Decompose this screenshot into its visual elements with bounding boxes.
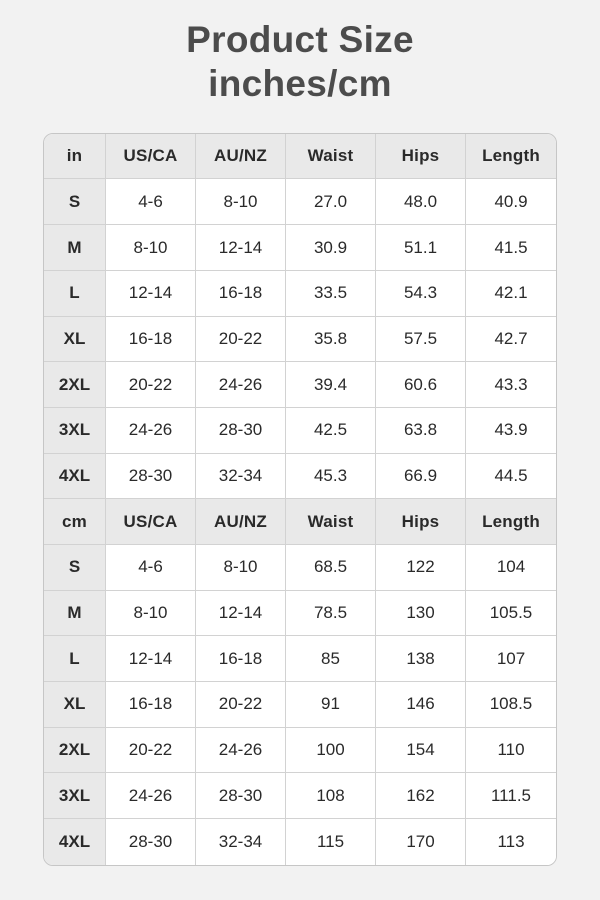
value-cell: 108 bbox=[286, 773, 376, 819]
size-table bbox=[44, 134, 556, 865]
size-label-cell: S bbox=[44, 545, 106, 591]
table-row-in-l bbox=[44, 271, 556, 317]
table-row-cm-4xl bbox=[44, 819, 556, 865]
value-cell: 60.6 bbox=[376, 362, 466, 408]
value-cell: 107 bbox=[466, 636, 556, 682]
value-cell: 16-18 bbox=[106, 682, 196, 728]
value-cell: 68.5 bbox=[286, 545, 376, 591]
size-label-cell: 2XL bbox=[44, 362, 106, 408]
table-row-in-3xl bbox=[44, 408, 556, 454]
header-cell: Length bbox=[466, 499, 556, 545]
value-cell: 138 bbox=[376, 636, 466, 682]
header-cell: Hips bbox=[376, 499, 466, 545]
value-cell: 42.7 bbox=[466, 317, 556, 363]
size-label-cell: M bbox=[44, 591, 106, 637]
value-cell: 130 bbox=[376, 591, 466, 637]
value-cell: 44.5 bbox=[466, 454, 556, 500]
value-cell: 8-10 bbox=[106, 591, 196, 637]
value-cell: 105.5 bbox=[466, 591, 556, 637]
table-row-cm-s bbox=[44, 545, 556, 591]
value-cell: 20-22 bbox=[106, 362, 196, 408]
size-label-cell: L bbox=[44, 271, 106, 317]
value-cell: 32-34 bbox=[196, 819, 286, 865]
page-title bbox=[0, 18, 600, 107]
header-cell: Hips bbox=[376, 134, 466, 180]
header-cell: US/CA bbox=[106, 134, 196, 180]
value-cell: 20-22 bbox=[106, 728, 196, 774]
value-cell: 110 bbox=[466, 728, 556, 774]
value-cell: 43.3 bbox=[466, 362, 556, 408]
table-row-in-m bbox=[44, 225, 556, 271]
value-cell: 45.3 bbox=[286, 454, 376, 500]
value-cell: 4-6 bbox=[106, 179, 196, 225]
table-row-in-2xl bbox=[44, 362, 556, 408]
size-label-cell: 2XL bbox=[44, 728, 106, 774]
value-cell: 108.5 bbox=[466, 682, 556, 728]
size-label-cell: 4XL bbox=[44, 454, 106, 500]
value-cell: 20-22 bbox=[196, 317, 286, 363]
value-cell: 104 bbox=[466, 545, 556, 591]
size-label-cell: 3XL bbox=[44, 773, 106, 819]
size-label-cell: S bbox=[44, 179, 106, 225]
value-cell: 91 bbox=[286, 682, 376, 728]
value-cell: 39.4 bbox=[286, 362, 376, 408]
value-cell: 122 bbox=[376, 545, 466, 591]
unit-header-row-cm bbox=[44, 499, 556, 545]
value-cell: 24-26 bbox=[106, 773, 196, 819]
size-label-cell: 4XL bbox=[44, 819, 106, 865]
page-title-line1: Product Size bbox=[186, 19, 414, 60]
value-cell: 146 bbox=[376, 682, 466, 728]
value-cell: 28-30 bbox=[196, 773, 286, 819]
value-cell: 154 bbox=[376, 728, 466, 774]
value-cell: 8-10 bbox=[196, 179, 286, 225]
value-cell: 27.0 bbox=[286, 179, 376, 225]
value-cell: 42.1 bbox=[466, 271, 556, 317]
value-cell: 170 bbox=[376, 819, 466, 865]
value-cell: 111.5 bbox=[466, 773, 556, 819]
header-cell: Waist bbox=[286, 499, 376, 545]
value-cell: 24-26 bbox=[196, 728, 286, 774]
header-cell: Waist bbox=[286, 134, 376, 180]
value-cell: 57.5 bbox=[376, 317, 466, 363]
size-label-cell: M bbox=[44, 225, 106, 271]
table-row-in-4xl bbox=[44, 454, 556, 500]
value-cell: 28-30 bbox=[106, 454, 196, 500]
header-cell: Length bbox=[466, 134, 556, 180]
value-cell: 4-6 bbox=[106, 545, 196, 591]
value-cell: 12-14 bbox=[106, 636, 196, 682]
page-title-line2: inches/cm bbox=[208, 63, 392, 105]
unit-header-row-in bbox=[44, 134, 556, 180]
value-cell: 32-34 bbox=[196, 454, 286, 500]
value-cell: 54.3 bbox=[376, 271, 466, 317]
value-cell: 12-14 bbox=[196, 591, 286, 637]
value-cell: 33.5 bbox=[286, 271, 376, 317]
value-cell: 20-22 bbox=[196, 682, 286, 728]
table-row-cm-2xl bbox=[44, 728, 556, 774]
size-chart-page bbox=[0, 18, 600, 866]
size-table-body bbox=[44, 134, 556, 865]
value-cell: 16-18 bbox=[196, 271, 286, 317]
size-label-cell: XL bbox=[44, 682, 106, 728]
value-cell: 12-14 bbox=[196, 225, 286, 271]
value-cell: 28-30 bbox=[196, 408, 286, 454]
value-cell: 41.5 bbox=[466, 225, 556, 271]
size-label-cell: XL bbox=[44, 317, 106, 363]
value-cell: 16-18 bbox=[196, 636, 286, 682]
value-cell: 162 bbox=[376, 773, 466, 819]
value-cell: 24-26 bbox=[196, 362, 286, 408]
value-cell: 35.8 bbox=[286, 317, 376, 363]
size-label-cell: L bbox=[44, 636, 106, 682]
value-cell: 42.5 bbox=[286, 408, 376, 454]
header-cell: AU/NZ bbox=[196, 499, 286, 545]
value-cell: 43.9 bbox=[466, 408, 556, 454]
table-row-cm-m bbox=[44, 591, 556, 637]
value-cell: 78.5 bbox=[286, 591, 376, 637]
value-cell: 113 bbox=[466, 819, 556, 865]
value-cell: 66.9 bbox=[376, 454, 466, 500]
value-cell: 8-10 bbox=[196, 545, 286, 591]
value-cell: 24-26 bbox=[106, 408, 196, 454]
header-cell: in bbox=[44, 134, 106, 180]
table-row-in-xl bbox=[44, 317, 556, 363]
value-cell: 30.9 bbox=[286, 225, 376, 271]
value-cell: 85 bbox=[286, 636, 376, 682]
value-cell: 16-18 bbox=[106, 317, 196, 363]
table-row-cm-3xl bbox=[44, 773, 556, 819]
header-cell: cm bbox=[44, 499, 106, 545]
header-cell: AU/NZ bbox=[196, 134, 286, 180]
size-label-cell: 3XL bbox=[44, 408, 106, 454]
value-cell: 63.8 bbox=[376, 408, 466, 454]
value-cell: 115 bbox=[286, 819, 376, 865]
value-cell: 12-14 bbox=[106, 271, 196, 317]
value-cell: 51.1 bbox=[376, 225, 466, 271]
table-row-cm-xl bbox=[44, 682, 556, 728]
header-cell: US/CA bbox=[106, 499, 196, 545]
value-cell: 100 bbox=[286, 728, 376, 774]
value-cell: 40.9 bbox=[466, 179, 556, 225]
table-row-cm-l bbox=[44, 636, 556, 682]
size-table-container bbox=[43, 133, 557, 866]
value-cell: 8-10 bbox=[106, 225, 196, 271]
value-cell: 48.0 bbox=[376, 179, 466, 225]
value-cell: 28-30 bbox=[106, 819, 196, 865]
table-row-in-s bbox=[44, 179, 556, 225]
